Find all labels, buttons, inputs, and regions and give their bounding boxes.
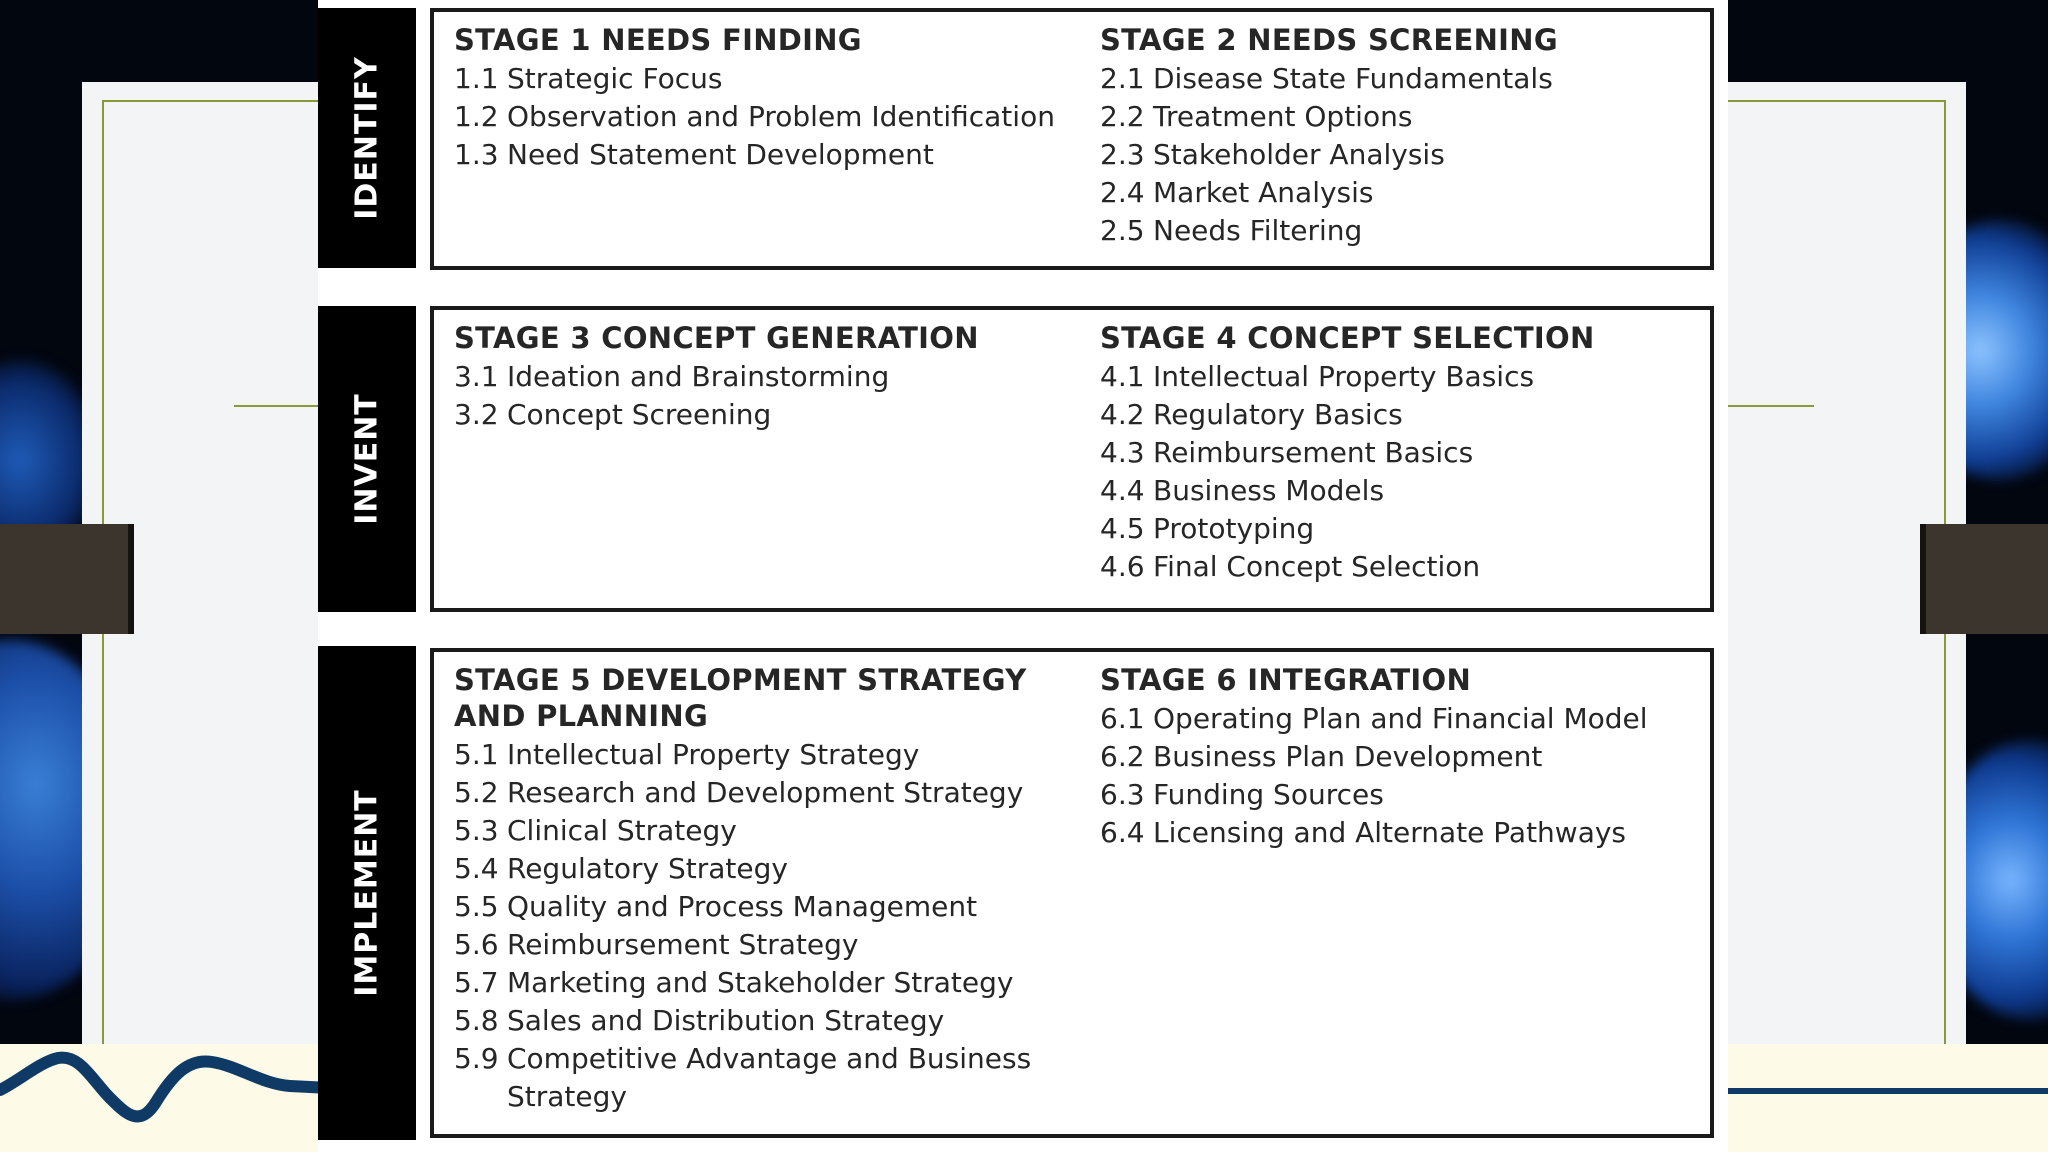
stage-item [1100, 98, 1558, 136]
stage-item [1100, 396, 1595, 434]
stage-item [454, 358, 979, 396]
stage-item [1100, 776, 1648, 814]
stage-item [1100, 174, 1558, 212]
stage-item [1100, 136, 1558, 174]
item-text: Market Analysis [1153, 176, 1374, 209]
stage-item [454, 964, 1031, 1002]
item-number: 2.4 [1100, 176, 1145, 209]
item-number: 5.2 [454, 776, 499, 809]
stage-title-continued: AND PLANNING [454, 699, 709, 733]
stage-4 [1100, 320, 1595, 586]
item-number: 1.3 [454, 138, 499, 171]
item-number: 4.2 [1100, 398, 1145, 431]
item-number: 6.3 [1100, 778, 1145, 811]
slide-tab [1920, 524, 2048, 634]
stage-item [454, 60, 1055, 98]
stage-item [1100, 548, 1595, 586]
divider-line [1728, 1088, 2048, 1094]
stage-title: STAGE 2 NEEDS SCREENING [1100, 23, 1558, 57]
item-text: Final Concept Selection [1153, 550, 1481, 583]
item-number: 6.4 [1100, 816, 1145, 849]
item-text: Regulatory Basics [1153, 398, 1403, 431]
stage-title: STAGE 3 CONCEPT GENERATION [454, 321, 979, 355]
stage-item [454, 396, 979, 434]
stage-item [454, 850, 1031, 888]
stage-item [454, 812, 1031, 850]
item-number: 3.1 [454, 360, 499, 393]
item-text: Business Models [1153, 474, 1385, 507]
stage-item [454, 736, 1031, 774]
stage-title: STAGE 4 CONCEPT SELECTION [1100, 321, 1595, 355]
item-number: 4.6 [1100, 550, 1145, 583]
stage-item [1100, 700, 1648, 738]
item-number: 6.2 [1100, 740, 1145, 773]
item-text: Sales and Distribution Strategy [507, 1004, 945, 1037]
phase-label-text: IMPLEMENT [349, 789, 385, 997]
item-text: Reimbursement Basics [1153, 436, 1474, 469]
stage-item [454, 888, 1031, 926]
stage-6 [1100, 662, 1648, 852]
stage-item [1100, 738, 1648, 776]
item-number: 5.7 [454, 966, 499, 999]
stage-item [1100, 472, 1595, 510]
item-number: 5.3 [454, 814, 499, 847]
divider-line [1726, 405, 1814, 407]
stage-item [1100, 212, 1558, 250]
stage-title: STAGE 5 DEVELOPMENT STRATEGY [454, 663, 1027, 697]
phase-label-text: IDENTIFY [349, 56, 385, 220]
item-number: 5.8 [454, 1004, 499, 1037]
item-number: 5.5 [454, 890, 499, 923]
item-text: Intellectual Property Basics [1153, 360, 1535, 393]
stage-1 [454, 22, 1055, 174]
stage-item [454, 98, 1055, 136]
item-number: 5.1 [454, 738, 499, 771]
item-number: 4.3 [1100, 436, 1145, 469]
stage-5 [454, 662, 1031, 1116]
item-text: Marketing and Stakeholder Strategy [507, 966, 1014, 999]
stage-item [1100, 358, 1595, 396]
item-number: 4.5 [1100, 512, 1145, 545]
item-text: Quality and Process Management [507, 890, 978, 923]
stage-item [1100, 434, 1595, 472]
item-text: Business Plan Development [1153, 740, 1543, 773]
stage-item [454, 136, 1055, 174]
item-number: 6.1 [1100, 702, 1145, 735]
divider-line [234, 405, 320, 407]
item-text: Operating Plan and Financial Model [1153, 702, 1648, 735]
item-text: Intellectual Property Strategy [507, 738, 920, 771]
phase-label-implement [318, 646, 416, 1140]
stage-item [454, 774, 1031, 812]
wave-decoration [0, 1040, 330, 1152]
item-text: Need Statement Development [507, 138, 934, 171]
item-text: Clinical Strategy [507, 814, 737, 847]
stage-item [454, 1002, 1031, 1040]
item-text: Disease State Fundamentals [1153, 62, 1553, 95]
item-number: 4.1 [1100, 360, 1145, 393]
item-text: Research and Development Strategy [507, 776, 1024, 809]
item-number: 2.3 [1100, 138, 1145, 171]
stage-item [454, 926, 1031, 964]
stage-2 [1100, 22, 1558, 250]
item-number: 2.5 [1100, 214, 1145, 247]
item-text: Regulatory Strategy [507, 852, 788, 885]
item-number-spacer [454, 1078, 507, 1116]
stage-item [1100, 814, 1648, 852]
item-number: 5.4 [454, 852, 499, 885]
stage-item [1100, 60, 1558, 98]
item-number: 5.6 [454, 928, 499, 961]
item-text: Licensing and Alternate Pathways [1153, 816, 1627, 849]
item-text: Concept Screening [507, 398, 772, 431]
phase-label-text: INVENT [349, 393, 385, 525]
stage-item [454, 1040, 1031, 1078]
item-text: Reimbursement Strategy [507, 928, 859, 961]
item-number: 5.9 [454, 1042, 499, 1075]
stage-item [1100, 510, 1595, 548]
phase-label-invent [318, 306, 416, 612]
stage-item-continued [454, 1078, 1031, 1116]
item-text: Ideation and Brainstorming [507, 360, 890, 393]
item-number: 2.1 [1100, 62, 1145, 95]
item-text: Prototyping [1153, 512, 1315, 545]
item-number: 3.2 [454, 398, 499, 431]
item-text: Strategic Focus [507, 62, 723, 95]
stage-3 [454, 320, 979, 434]
item-text: Observation and Problem Identification [507, 100, 1055, 133]
phase-label-identify [318, 8, 416, 268]
item-number: 2.2 [1100, 100, 1145, 133]
item-text: Funding Sources [1153, 778, 1384, 811]
stage-title: STAGE 1 NEEDS FINDING [454, 23, 862, 57]
item-text: Strategy [507, 1080, 627, 1113]
stage-title: STAGE 6 INTEGRATION [1100, 663, 1472, 697]
item-number: 1.1 [454, 62, 499, 95]
item-text: Competitive Advantage and Business [507, 1042, 1032, 1075]
slide-tab [0, 524, 134, 634]
item-number: 4.4 [1100, 474, 1145, 507]
item-text: Stakeholder Analysis [1153, 138, 1445, 171]
item-text: Treatment Options [1153, 100, 1413, 133]
item-number: 1.2 [454, 100, 499, 133]
item-text: Needs Filtering [1153, 214, 1363, 247]
